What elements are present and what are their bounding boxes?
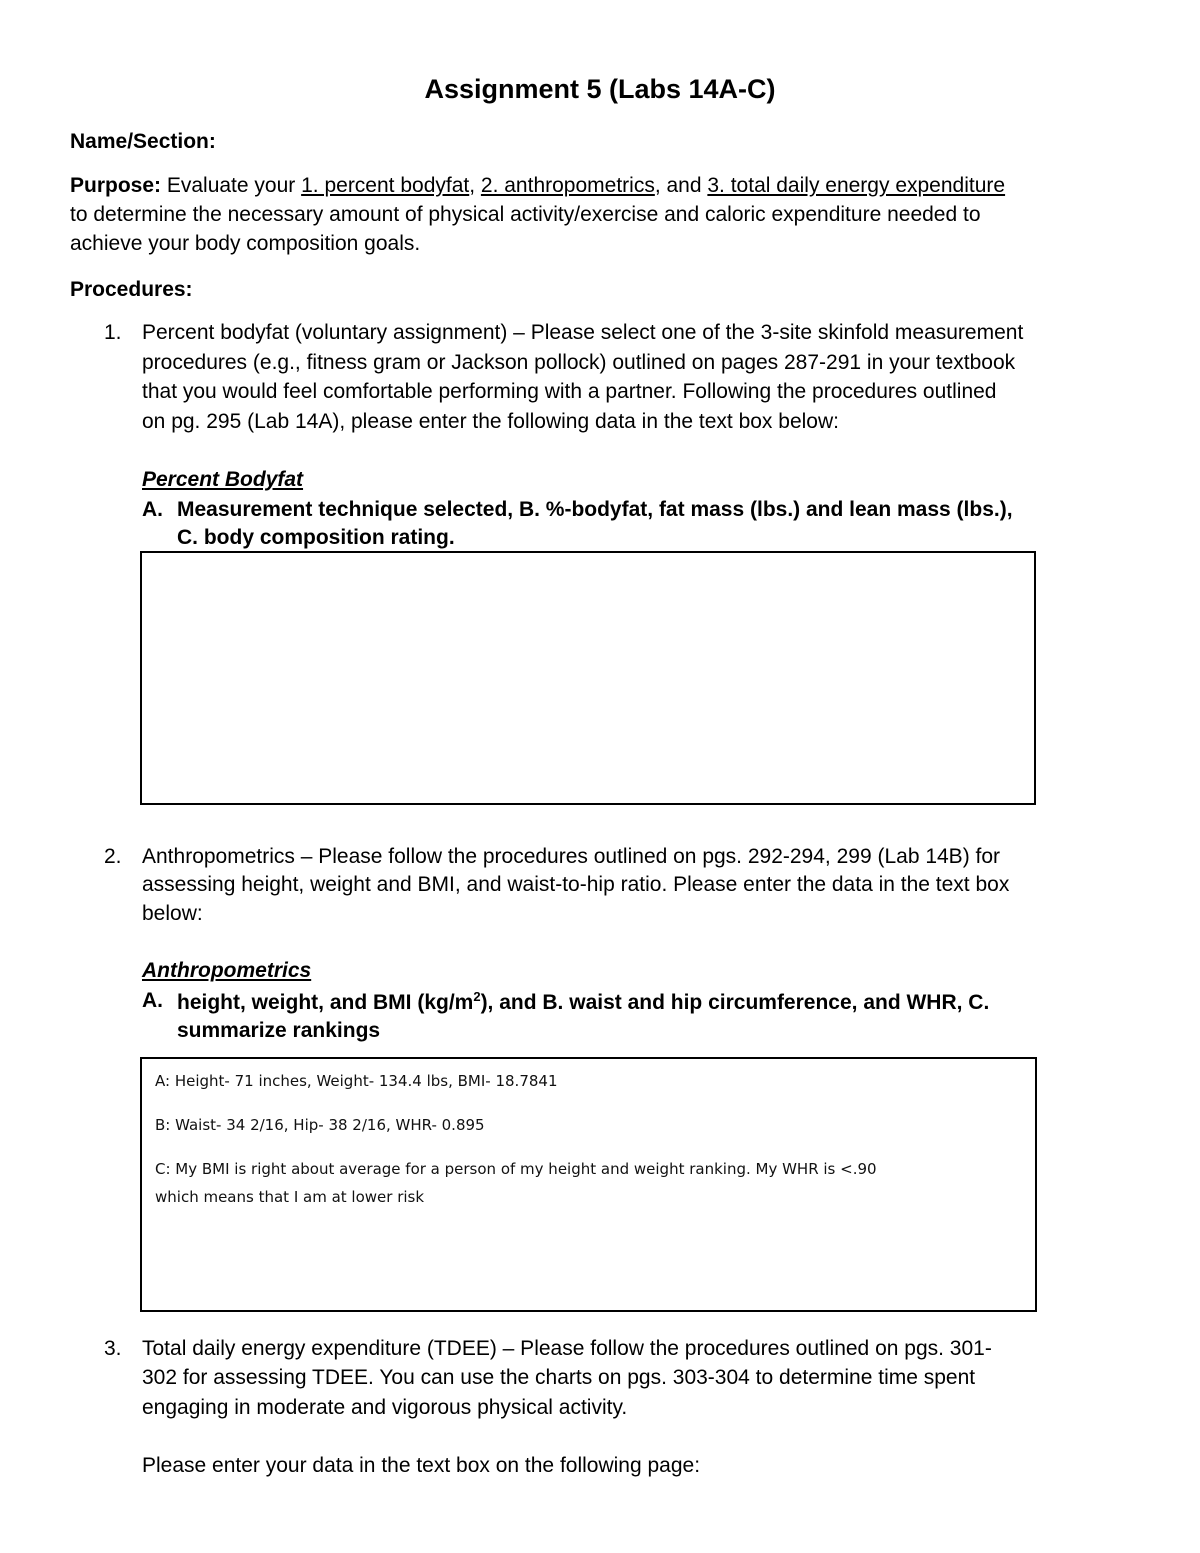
procedure-1-line-4: on pg. 295 (Lab 14A), please enter the following data in the text box below: [142,410,839,433]
anthropometrics-prompt-pre: height, weight, and BMI (kg/m [177,991,474,1014]
anthropometrics-answer-c-line-1: C: My BMI is right about average for a person of my height and weight ranking. My WHR is <.90 [155,1160,877,1178]
anthropometrics-prompt-post: ), and B. waist and hip circumference, and WHR, C. [480,991,990,1014]
purpose-item-2: 2. anthropometrics [480,174,655,197]
percent-bodyfat-prompt-letter: A. [142,498,163,521]
purpose-sep-2: , and [654,174,708,197]
procedure-3-line-2: 302 for assessing TDEE. You can use the charts on pgs. 303-304 to determine time spent [142,1366,976,1389]
purpose-item-3: 3. total daily energy expenditure [707,174,1006,197]
anthropometrics-prompt-line-1 [177,989,989,1015]
purpose-item-1: 1. percent bodyfat [301,174,470,197]
procedure-2-number: 2. [104,845,122,868]
anthropometrics-heading: Anthropometrics [142,959,312,982]
procedure-3-number: 3. [104,1337,122,1360]
procedure-1-line-3: that you would feel comfortable performing with a partner. Following the procedures outlined [142,380,997,403]
anthropometrics-answer-b: B: Waist- 34 2/16, Hip- 38 2/16, WHR- 0.895 [155,1116,485,1134]
anthropometrics-prompt-letter: A. [142,989,163,1012]
purpose-pre: Evaluate your [161,174,302,197]
procedure-3-line-1: Total daily energy expenditure (TDEE) – Please follow the procedures outlined on pgs. 301- [142,1337,992,1360]
anthropometrics-text-box[interactable] [140,1057,1037,1312]
purpose-line-3: achieve your body composition goals. [70,232,421,255]
purpose-line-2: to determine the necessary amount of physical activity/exercise and caloric expenditure needed to [70,203,981,226]
percent-bodyfat-prompt-line-2: C. body composition rating. [177,526,455,549]
procedures-label: Procedures: [70,278,193,301]
percent-bodyfat-text-box[interactable] [140,551,1036,805]
anthropometrics-answer-c-line-2: which means that I am at lower risk [155,1188,425,1206]
procedure-2-line-1: Anthropometrics – Please follow the procedures outlined on pgs. 292-294, 299 (Lab 14B) for [142,845,1001,868]
purpose-line-1 [70,174,1005,198]
percent-bodyfat-heading: Percent Bodyfat [142,468,304,491]
percent-bodyfat-prompt-line-1: Measurement technique selected, B. %-bodyfat, fat mass (lbs.) and lean mass (lbs.), [177,498,1013,521]
procedure-3-line-3: engaging in moderate and vigorous physical activity. [142,1396,628,1419]
anthropometrics-prompt-superscript: 2 [473,989,481,1004]
procedure-3-closing: Please enter your data in the text box on the following page: [142,1454,701,1477]
procedure-1-line-1: Percent bodyfat (voluntary assignment) – Please select one of the 3-site skinfold measurement [142,321,1024,344]
procedure-2-line-2: assessing height, weight and BMI, and waist-to-hip ratio. Please enter the data in the text box [142,873,1010,896]
procedure-1-number: 1. [104,321,122,344]
procedure-1-line-2: procedures (e.g., fitness gram or Jackson pollock) outlined on pages 287-291 in your textbook [142,351,1016,374]
page-title: Assignment 5 (Labs 14A-C) [424,74,776,104]
name-section-label: Name/Section: [70,130,216,153]
anthropometrics-prompt-line-2: summarize rankings [177,1019,381,1042]
purpose-sep-1: , [469,174,481,197]
procedure-2-line-3: below: [142,902,203,925]
purpose-label: Purpose: [70,174,162,197]
anthropometrics-answer-a: A: Height- 71 inches, Weight- 134.4 lbs, BMI- 18.7841 [155,1072,558,1090]
